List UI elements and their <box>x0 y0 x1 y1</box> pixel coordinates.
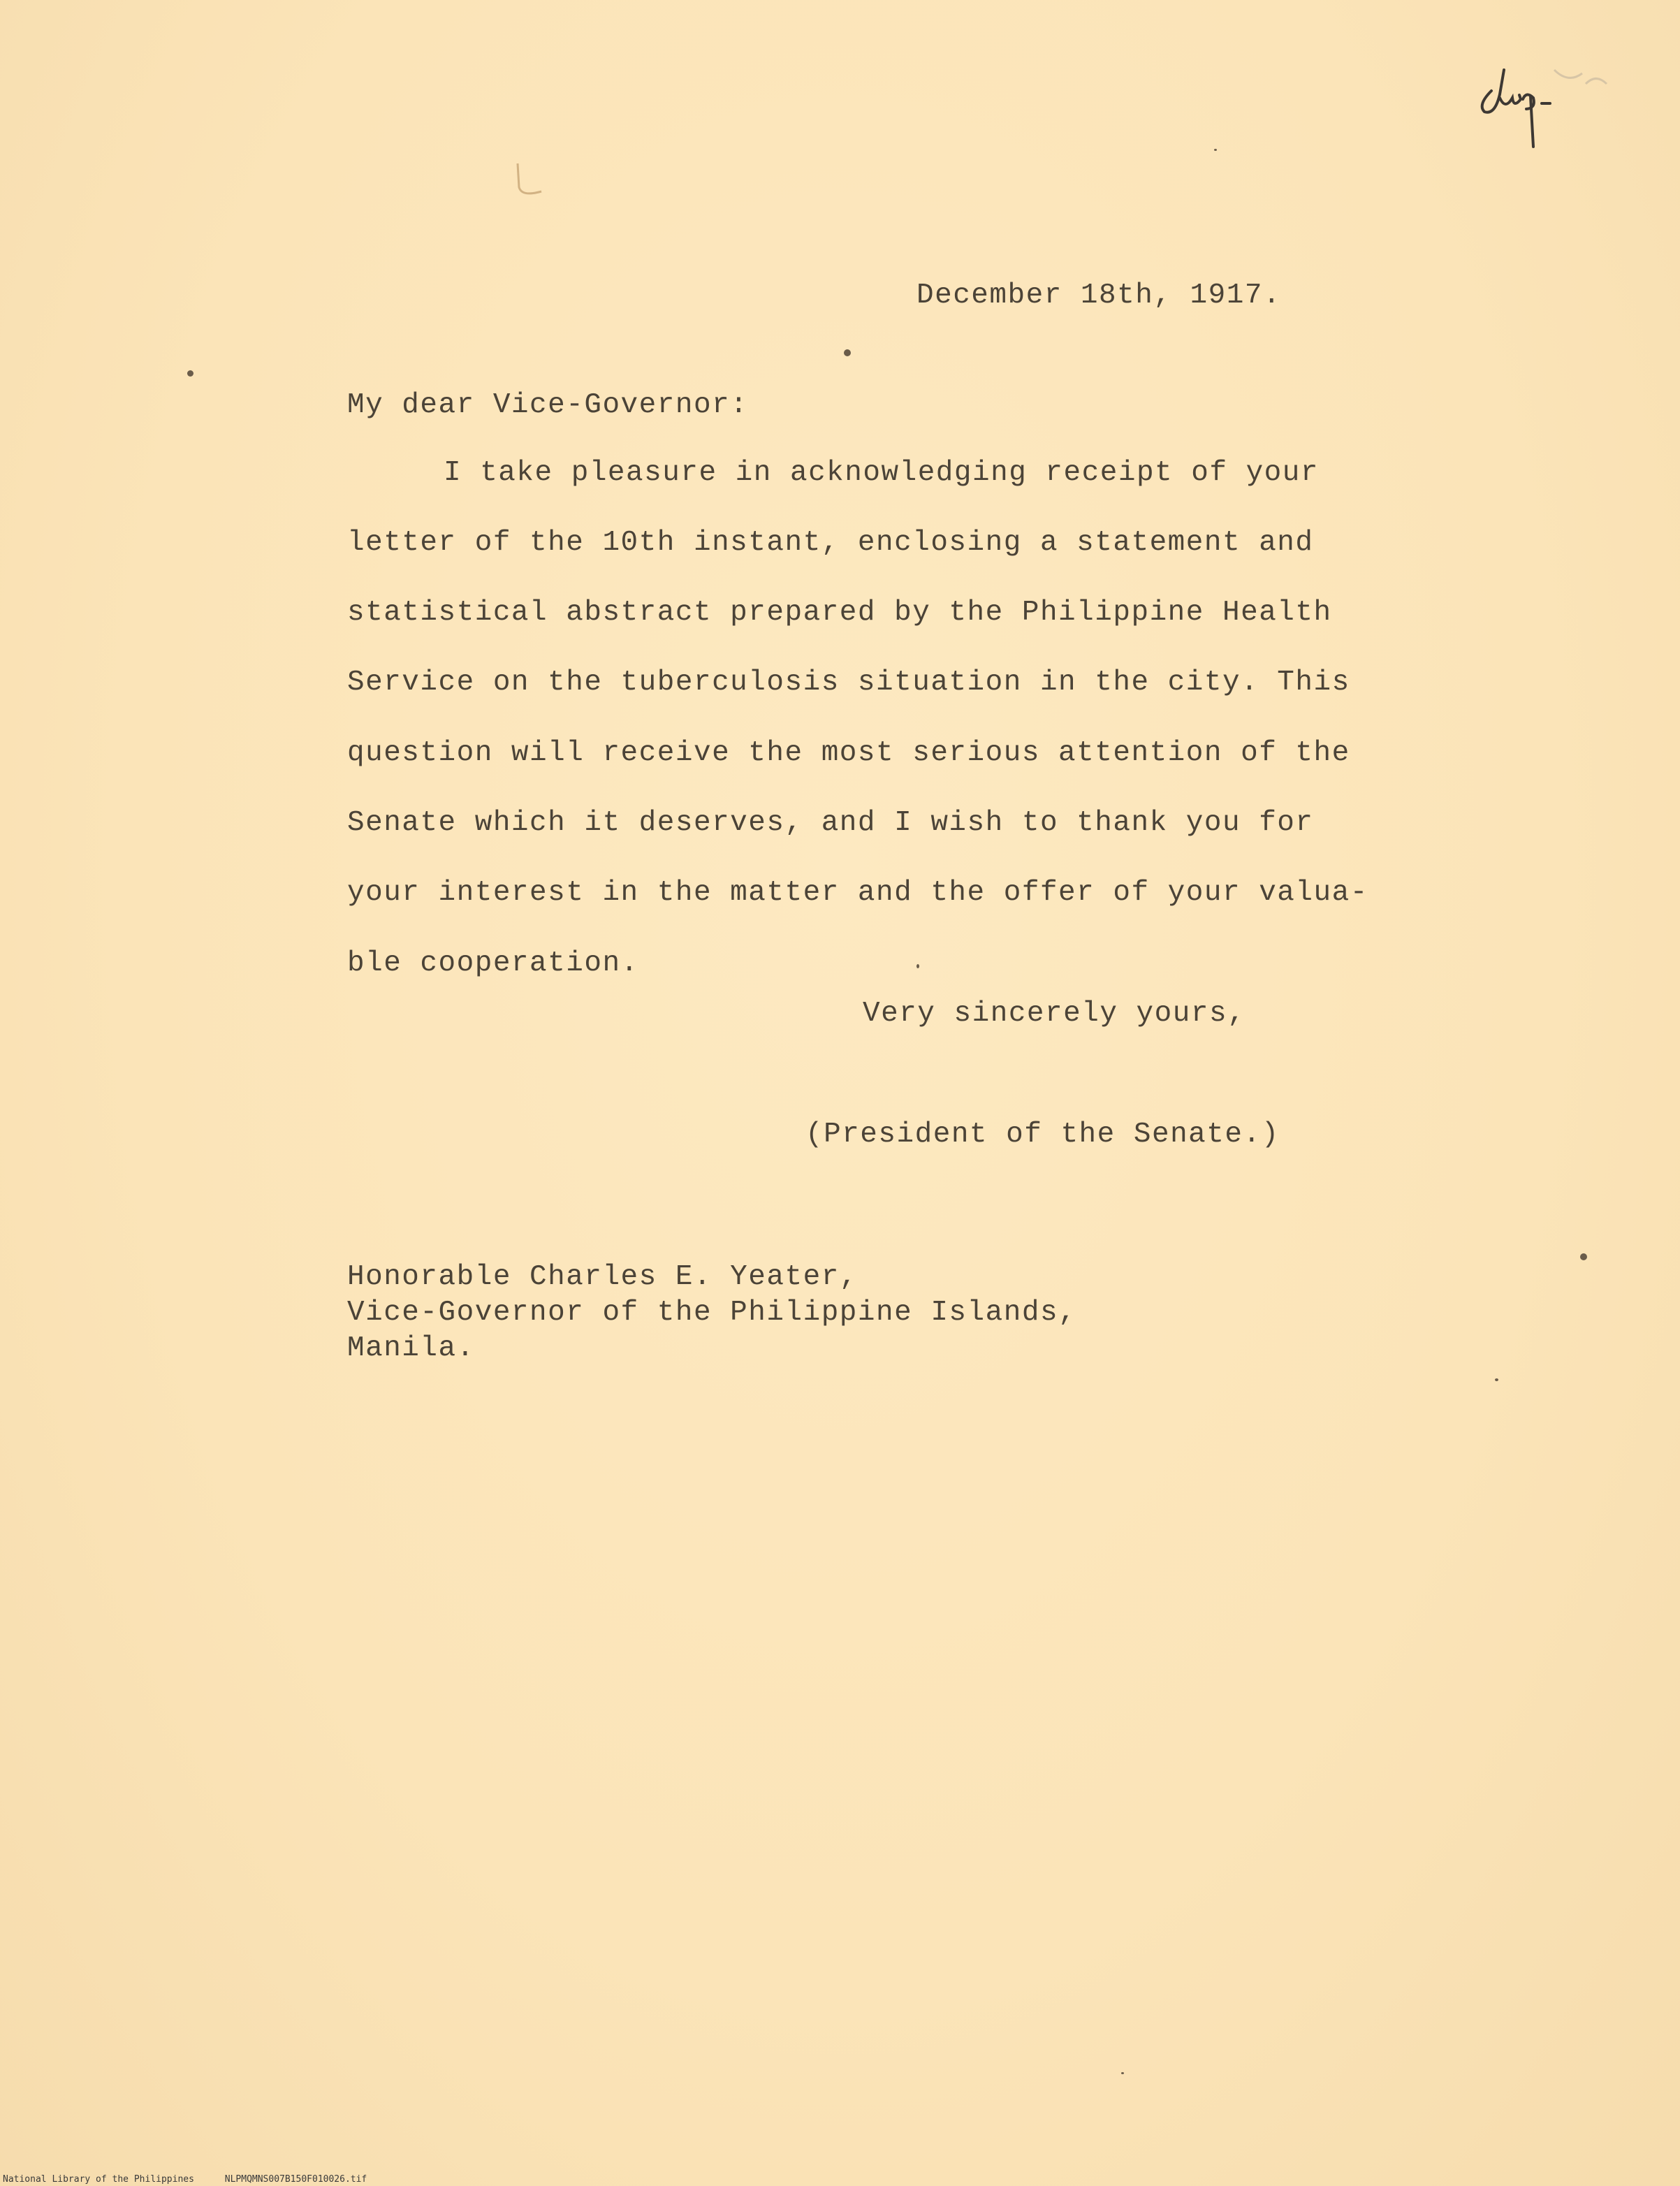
signature-title: (President of the Senate.) <box>805 1118 1280 1151</box>
paper-speck <box>844 349 851 356</box>
body-line-3: statistical abstract prepared by the Philippine Health <box>347 597 1332 629</box>
body-line-7: your interest in the matter and the offer of your valua- <box>347 877 1368 909</box>
paper-speck <box>1214 149 1217 151</box>
body-line-5: question will receive the most serious attention of the <box>347 737 1350 769</box>
address-line-2: Vice-Governor of the Philippine Islands, <box>347 1297 1077 1329</box>
archive-footer <box>3 2174 392 2185</box>
body-line-2: letter of the 10th instant, enclosing a statement and <box>347 527 1314 559</box>
letter-closing: Very sincerely yours, <box>863 998 1246 1030</box>
paper-speck <box>187 370 193 377</box>
body-line-1: I take pleasure in acknowledging receipt of your <box>444 457 1319 489</box>
paper-speck <box>916 964 919 968</box>
address-line-3: Manila. <box>347 1332 475 1364</box>
body-line-6: Senate which it deserves, and I wish to thank you for <box>347 807 1314 839</box>
footer-filename: NLPMQMNS007B150F010026.tif <box>224 2174 367 2185</box>
paper-speck <box>1495 1378 1498 1381</box>
handwritten-dup-annotation <box>1463 42 1617 168</box>
paper-speck <box>1121 2072 1124 2074</box>
letter-date: December 18th, 1917. <box>916 279 1282 312</box>
address-line-1: Honorable Charles E. Yeater, <box>347 1261 858 1293</box>
paper-speck <box>1580 1253 1587 1260</box>
body-line-8: ble cooperation. <box>347 947 639 979</box>
staple-mark <box>513 161 548 203</box>
body-line-4: Service on the tuberculosis situation in the city. This <box>347 666 1350 699</box>
letter-salutation: My dear Vice-Governor: <box>347 389 749 421</box>
footer-institution: National Library of the Philippines <box>3 2174 194 2185</box>
